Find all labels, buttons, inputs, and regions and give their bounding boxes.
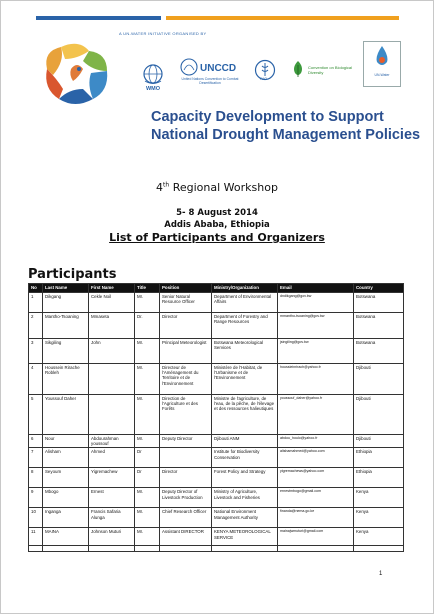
table-cell: Kenya	[354, 528, 404, 546]
table-cell: Department of Environmental Affairs	[212, 293, 278, 313]
list-title: List of Participants and Organizers	[109, 231, 325, 244]
table-cell: 11	[29, 528, 43, 546]
table-cell	[212, 546, 278, 552]
table-row	[29, 488, 404, 508]
table-cell: Senior Natural Resource Officer	[160, 293, 212, 313]
table-cell	[278, 546, 354, 552]
table-cell: Mr.	[135, 339, 160, 364]
table-cell: Francis Safaria Alunga	[89, 508, 135, 528]
table-cell: Ministry of Agriculture, Livestock and Fisheries	[212, 488, 278, 508]
page-number: 1	[379, 571, 383, 577]
header-blue-bar	[36, 16, 161, 20]
table-cell	[43, 546, 89, 552]
table-cell: Djibouti	[354, 395, 404, 435]
table-cell: ernestmbogo@gmail.com	[278, 488, 354, 508]
title-line-2: National Drought Management Policies	[151, 127, 421, 143]
table-cell: Ministère de l'Habitat, de l'Urbanisme et de l'Environnement	[212, 364, 278, 395]
cbd-logo-icon	[291, 59, 305, 79]
fao-label: FAO	[260, 77, 268, 81]
table-row	[29, 546, 404, 552]
table-cell: dndikgang@gov.bw	[278, 293, 354, 313]
table-cell: Director	[160, 468, 212, 488]
column-header: First Name	[89, 284, 135, 293]
table-cell: abdou_houlo@yahoo.fr	[278, 435, 354, 448]
unwater-label: UN-Water	[374, 73, 390, 77]
table-row	[29, 448, 404, 468]
table-cell: yigremachews@yahoo.com	[278, 468, 354, 488]
table-row	[29, 293, 404, 313]
table-cell: Ethiopia	[354, 468, 404, 488]
table-cell: Mr.	[135, 293, 160, 313]
table-cell: Djibouti	[354, 435, 404, 448]
table-cell: John	[89, 339, 135, 364]
wmo-logo-icon	[142, 63, 164, 85]
table-row	[29, 395, 404, 435]
table-cell: Inganga	[43, 508, 89, 528]
table-cell: Mmaseta	[89, 313, 135, 339]
table-cell: Mr.	[135, 364, 160, 395]
table-cell: Botswana Meteorological Services	[212, 339, 278, 364]
table-cell: alishamahmed@yahoo.com	[278, 448, 354, 468]
table-cell: Director	[160, 313, 212, 339]
table-cell: 1	[29, 293, 43, 313]
table-cell: houssieinrirach@yahoo.fr	[278, 364, 354, 395]
table-cell: Mr.	[135, 435, 160, 448]
table-cell: Kenya	[354, 488, 404, 508]
fao-logo-icon	[254, 59, 276, 81]
table-cell: National Environment Management Authority	[212, 508, 278, 528]
table-cell: Sikgiling	[43, 339, 89, 364]
table-cell: 9	[29, 488, 43, 508]
table-cell: Mr.	[135, 488, 160, 508]
table-cell: Yigremachew	[89, 468, 135, 488]
table-cell: Ministre de l'agriculture, de l'eau, de la pêche, de l'élevage et des ressources halieutiques	[212, 395, 278, 435]
table-cell: Botswana	[354, 339, 404, 364]
table-cell: Directeur de l'Aménagement du Territoire et de l'Environnement	[160, 364, 212, 395]
table-cell	[89, 546, 135, 552]
header-tagline: A UN-WATER INITIATIVE ORGANISED BY	[119, 31, 207, 36]
table-cell: Alisham	[43, 448, 89, 468]
document-title	[151, 108, 420, 144]
table-row	[29, 339, 404, 364]
table-cell: Assistant DIRECTOR	[160, 528, 212, 546]
unwater-logo	[363, 41, 401, 87]
table-cell: Dr.	[135, 313, 160, 339]
unccd-subtext: United Nations Convention to Combat Desertification	[181, 77, 239, 85]
table-cell: Mr.	[135, 395, 160, 435]
table-cell: Institute for Biodiversity Conservation	[212, 448, 278, 468]
table-cell	[160, 448, 212, 468]
table-cell: Principal Meteorologist	[160, 339, 212, 364]
table-cell	[160, 546, 212, 552]
table-row	[29, 364, 404, 395]
table-cell: 10	[29, 508, 43, 528]
table-cell: Deputy Director	[160, 435, 212, 448]
table-cell: Cekle Noil	[89, 293, 135, 313]
section-heading: Participants	[28, 267, 117, 282]
column-header: Last Name	[43, 284, 89, 293]
table-cell: Djibouti	[354, 364, 404, 395]
table-cell: MAINA	[43, 528, 89, 546]
table-cell: Deputy Director of Livestock Production	[160, 488, 212, 508]
unccd-wordmark: UNCCD	[200, 63, 237, 74]
table-cell: Houssein Rirache Robleh	[43, 364, 89, 395]
table-row	[29, 528, 404, 546]
participants-table	[28, 283, 404, 552]
column-header: Position	[160, 284, 212, 293]
cbd-logo	[291, 59, 353, 79]
table-cell: Chief Research Officer	[160, 508, 212, 528]
drought-programme-emblem	[39, 39, 114, 109]
table-cell: Mr.	[135, 528, 160, 546]
table-row	[29, 435, 404, 448]
column-header: No	[29, 284, 43, 293]
table-cell: Dr	[135, 448, 160, 468]
table-cell: Mantho-Tsoaning	[43, 313, 89, 339]
fao-logo	[253, 59, 277, 82]
workshop-ordinal-suffix: th	[163, 181, 170, 189]
table-cell: Mbogo	[43, 488, 89, 508]
table-cell: Kenya	[354, 508, 404, 528]
unccd-logo	[179, 58, 241, 85]
table-cell: 6	[29, 435, 43, 448]
table-cell: 3	[29, 339, 43, 364]
wmo-label: WMO	[145, 86, 161, 92]
table-cell: Botswana	[354, 293, 404, 313]
table-cell: Youssouf Daher	[43, 395, 89, 435]
table-cell	[29, 546, 43, 552]
table-cell: 2	[29, 313, 43, 339]
column-header: Country	[354, 284, 404, 293]
table-row	[29, 508, 404, 528]
unccd-logo-icon	[180, 58, 240, 76]
table-cell: mainajwmuturi@gmail.com	[278, 528, 354, 546]
table-cell: Botswana	[354, 313, 404, 339]
table-cell	[354, 546, 404, 552]
workshop-name: Regional Workshop	[172, 181, 278, 194]
unwater-logo-icon	[367, 42, 397, 72]
table-cell: 4	[29, 364, 43, 395]
table-cell: mmantho-tsoaning@gov.bw	[278, 313, 354, 339]
table-row	[29, 468, 404, 488]
table-cell: Ernest	[89, 488, 135, 508]
table-cell	[89, 364, 135, 395]
table-cell: Direction de l'Agriculture et des Forêts	[160, 395, 212, 435]
table-cell: KENYA METEOROLOGICAL SERVICE	[212, 528, 278, 546]
wmo-logo	[141, 63, 165, 92]
workshop-dates: 5- 8 August 2014	[176, 208, 258, 218]
table-cell: Mr.	[135, 508, 160, 528]
workshop-location: Addis Ababa, Ethiopia	[164, 220, 270, 230]
workshop-heading	[1, 181, 433, 194]
table-cell: Department of Forestry and Range Resources	[212, 313, 278, 339]
table-cell: Ahmed	[89, 448, 135, 468]
table-cell: Dr	[135, 468, 160, 488]
table-cell: jsingiling@gov.bw	[278, 339, 354, 364]
table-cell: Nour	[43, 435, 89, 448]
table-cell: 5	[29, 395, 43, 435]
column-header: Title	[135, 284, 160, 293]
header-orange-bar	[166, 16, 399, 20]
table-cell: Djibouti ANM	[212, 435, 278, 448]
workshop-ordinal: 4	[156, 181, 164, 194]
table-cell: Forest Policy and Strategy	[212, 468, 278, 488]
table-cell: finanda@nema.go.ke	[278, 508, 354, 528]
table-cell: youssouf_daher@yahoo.fr	[278, 395, 354, 435]
table-header-row	[29, 284, 404, 293]
column-header: Ministry/Organization	[212, 284, 278, 293]
cbd-label: Convention on Biological Diversity	[308, 65, 353, 75]
table-cell	[135, 546, 160, 552]
column-header: Email	[278, 284, 354, 293]
table-cell: Abdourahman youssouf	[89, 435, 135, 448]
table-cell: Seyoum	[43, 468, 89, 488]
emblem-icon	[39, 39, 114, 109]
table-row	[29, 313, 404, 339]
title-line-1: Capacity Development to Support	[151, 109, 384, 125]
table-cell: Ethiopia	[354, 448, 404, 468]
table-cell: 7	[29, 448, 43, 468]
table-cell: Dikgang	[43, 293, 89, 313]
table-cell: Johnson Muturi	[89, 528, 135, 546]
table-cell: 8	[29, 468, 43, 488]
table-cell	[89, 395, 135, 435]
